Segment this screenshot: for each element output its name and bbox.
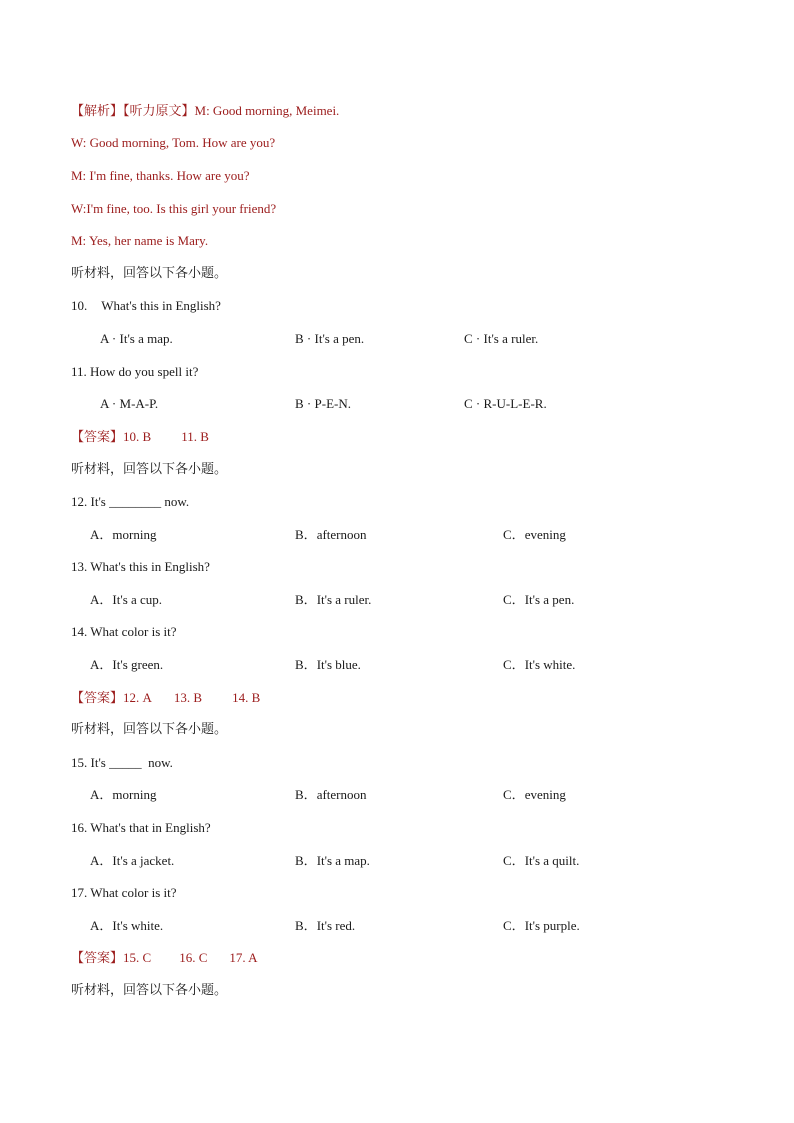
answer-line-3 <box>71 949 258 968</box>
transcript-tag: 【解析】【听力原文】 <box>71 104 195 119</box>
question-11 <box>71 363 198 381</box>
question-14: 14. What color is it? <box>71 624 177 639</box>
transcript-line-2: W: Good morning, Tom. How are you? <box>71 135 276 150</box>
option-14-b: B．It's blue. <box>295 657 361 672</box>
answer-value: 12. A <box>123 690 152 705</box>
answer-value: 16. C <box>179 950 208 965</box>
section-intro: 听材料，回答以下各小题。 <box>71 462 228 477</box>
question-text: What's this in English? <box>101 298 221 313</box>
answer-value: 14. B <box>232 690 261 705</box>
question-17: 17. What color is it? <box>71 885 177 900</box>
option-12-a: A．morning <box>90 527 157 542</box>
question-10 <box>71 297 221 315</box>
question-16: 16. What's that in English? <box>71 820 211 835</box>
question-12: 12. It's ________ now. <box>71 494 190 509</box>
option-16-a: A．It's a jacket. <box>90 853 175 868</box>
option-16-c: C．It's a quilt. <box>503 853 580 868</box>
question-13: 13. What's this in English? <box>71 559 210 574</box>
answer-value: 17. A <box>229 950 258 965</box>
option-15-a: A．morning <box>90 787 157 802</box>
option-13-c: C．It's a pen. <box>503 592 575 607</box>
question-15: 15. It's _____ now. <box>71 755 173 770</box>
transcript-line-1 <box>71 102 339 121</box>
option-11-b: B · P-E-N. <box>295 396 351 411</box>
option-16-b: B．It's a map. <box>295 853 370 868</box>
answer-value: 11. B <box>181 429 209 444</box>
transcript-line-3: M: I'm fine, thanks. How are you? <box>71 168 250 183</box>
answer-blank: _____ <box>109 755 142 770</box>
answer-blank: ________ <box>109 494 162 509</box>
option-10-c: C · It's a ruler. <box>464 331 539 346</box>
question-number: 10. <box>71 298 88 313</box>
option-12-c: C．evening <box>503 527 566 542</box>
answer-line-1 <box>71 428 209 447</box>
answer-tag: 【答案】 <box>71 691 124 706</box>
option-17-c: C．It's purple. <box>503 918 580 933</box>
question-number: 11. <box>71 364 87 379</box>
option-15-b: B．afternoon <box>295 787 367 802</box>
section-intro: 听材料，回答以下各小题。 <box>71 266 228 281</box>
option-11-a: A · M-A-P. <box>100 396 159 411</box>
transcript-line: M: Good morning, Meimei. <box>194 103 340 118</box>
section-intro: 听材料，回答以下各小题。 <box>71 722 228 737</box>
option-10-a: A · It's a map. <box>100 331 173 346</box>
option-14-c: C．It's white. <box>503 657 576 672</box>
answer-value: 15. C <box>123 950 152 965</box>
option-15-c: C．evening <box>503 787 566 802</box>
answer-value: 13. B <box>173 690 203 705</box>
transcript-line-4: W:I'm fine, too. Is this girl your friend? <box>71 201 277 216</box>
answer-tag: 【答案】 <box>71 430 124 445</box>
option-17-b: B．It's red. <box>295 918 356 933</box>
option-17-a: A．It's white. <box>90 918 164 933</box>
option-14-a: A．It's green. <box>90 657 164 672</box>
question-text: How do you spell it? <box>90 364 199 379</box>
option-11-c: C · R-U-L-E-R. <box>464 396 547 411</box>
option-12-b: B．afternoon <box>295 527 367 542</box>
option-10-b: B · It's a pen. <box>295 331 365 346</box>
answer-value: 10. B <box>123 429 152 444</box>
option-13-a: A．It's a cup. <box>90 592 163 607</box>
answer-tag: 【答案】 <box>71 951 124 966</box>
transcript-line-5: M: Yes, her name is Mary. <box>71 233 209 248</box>
section-intro: 听材料，回答以下各小题。 <box>71 983 228 998</box>
answer-line-2 <box>71 689 260 708</box>
option-13-b: B．It's a ruler. <box>295 592 372 607</box>
